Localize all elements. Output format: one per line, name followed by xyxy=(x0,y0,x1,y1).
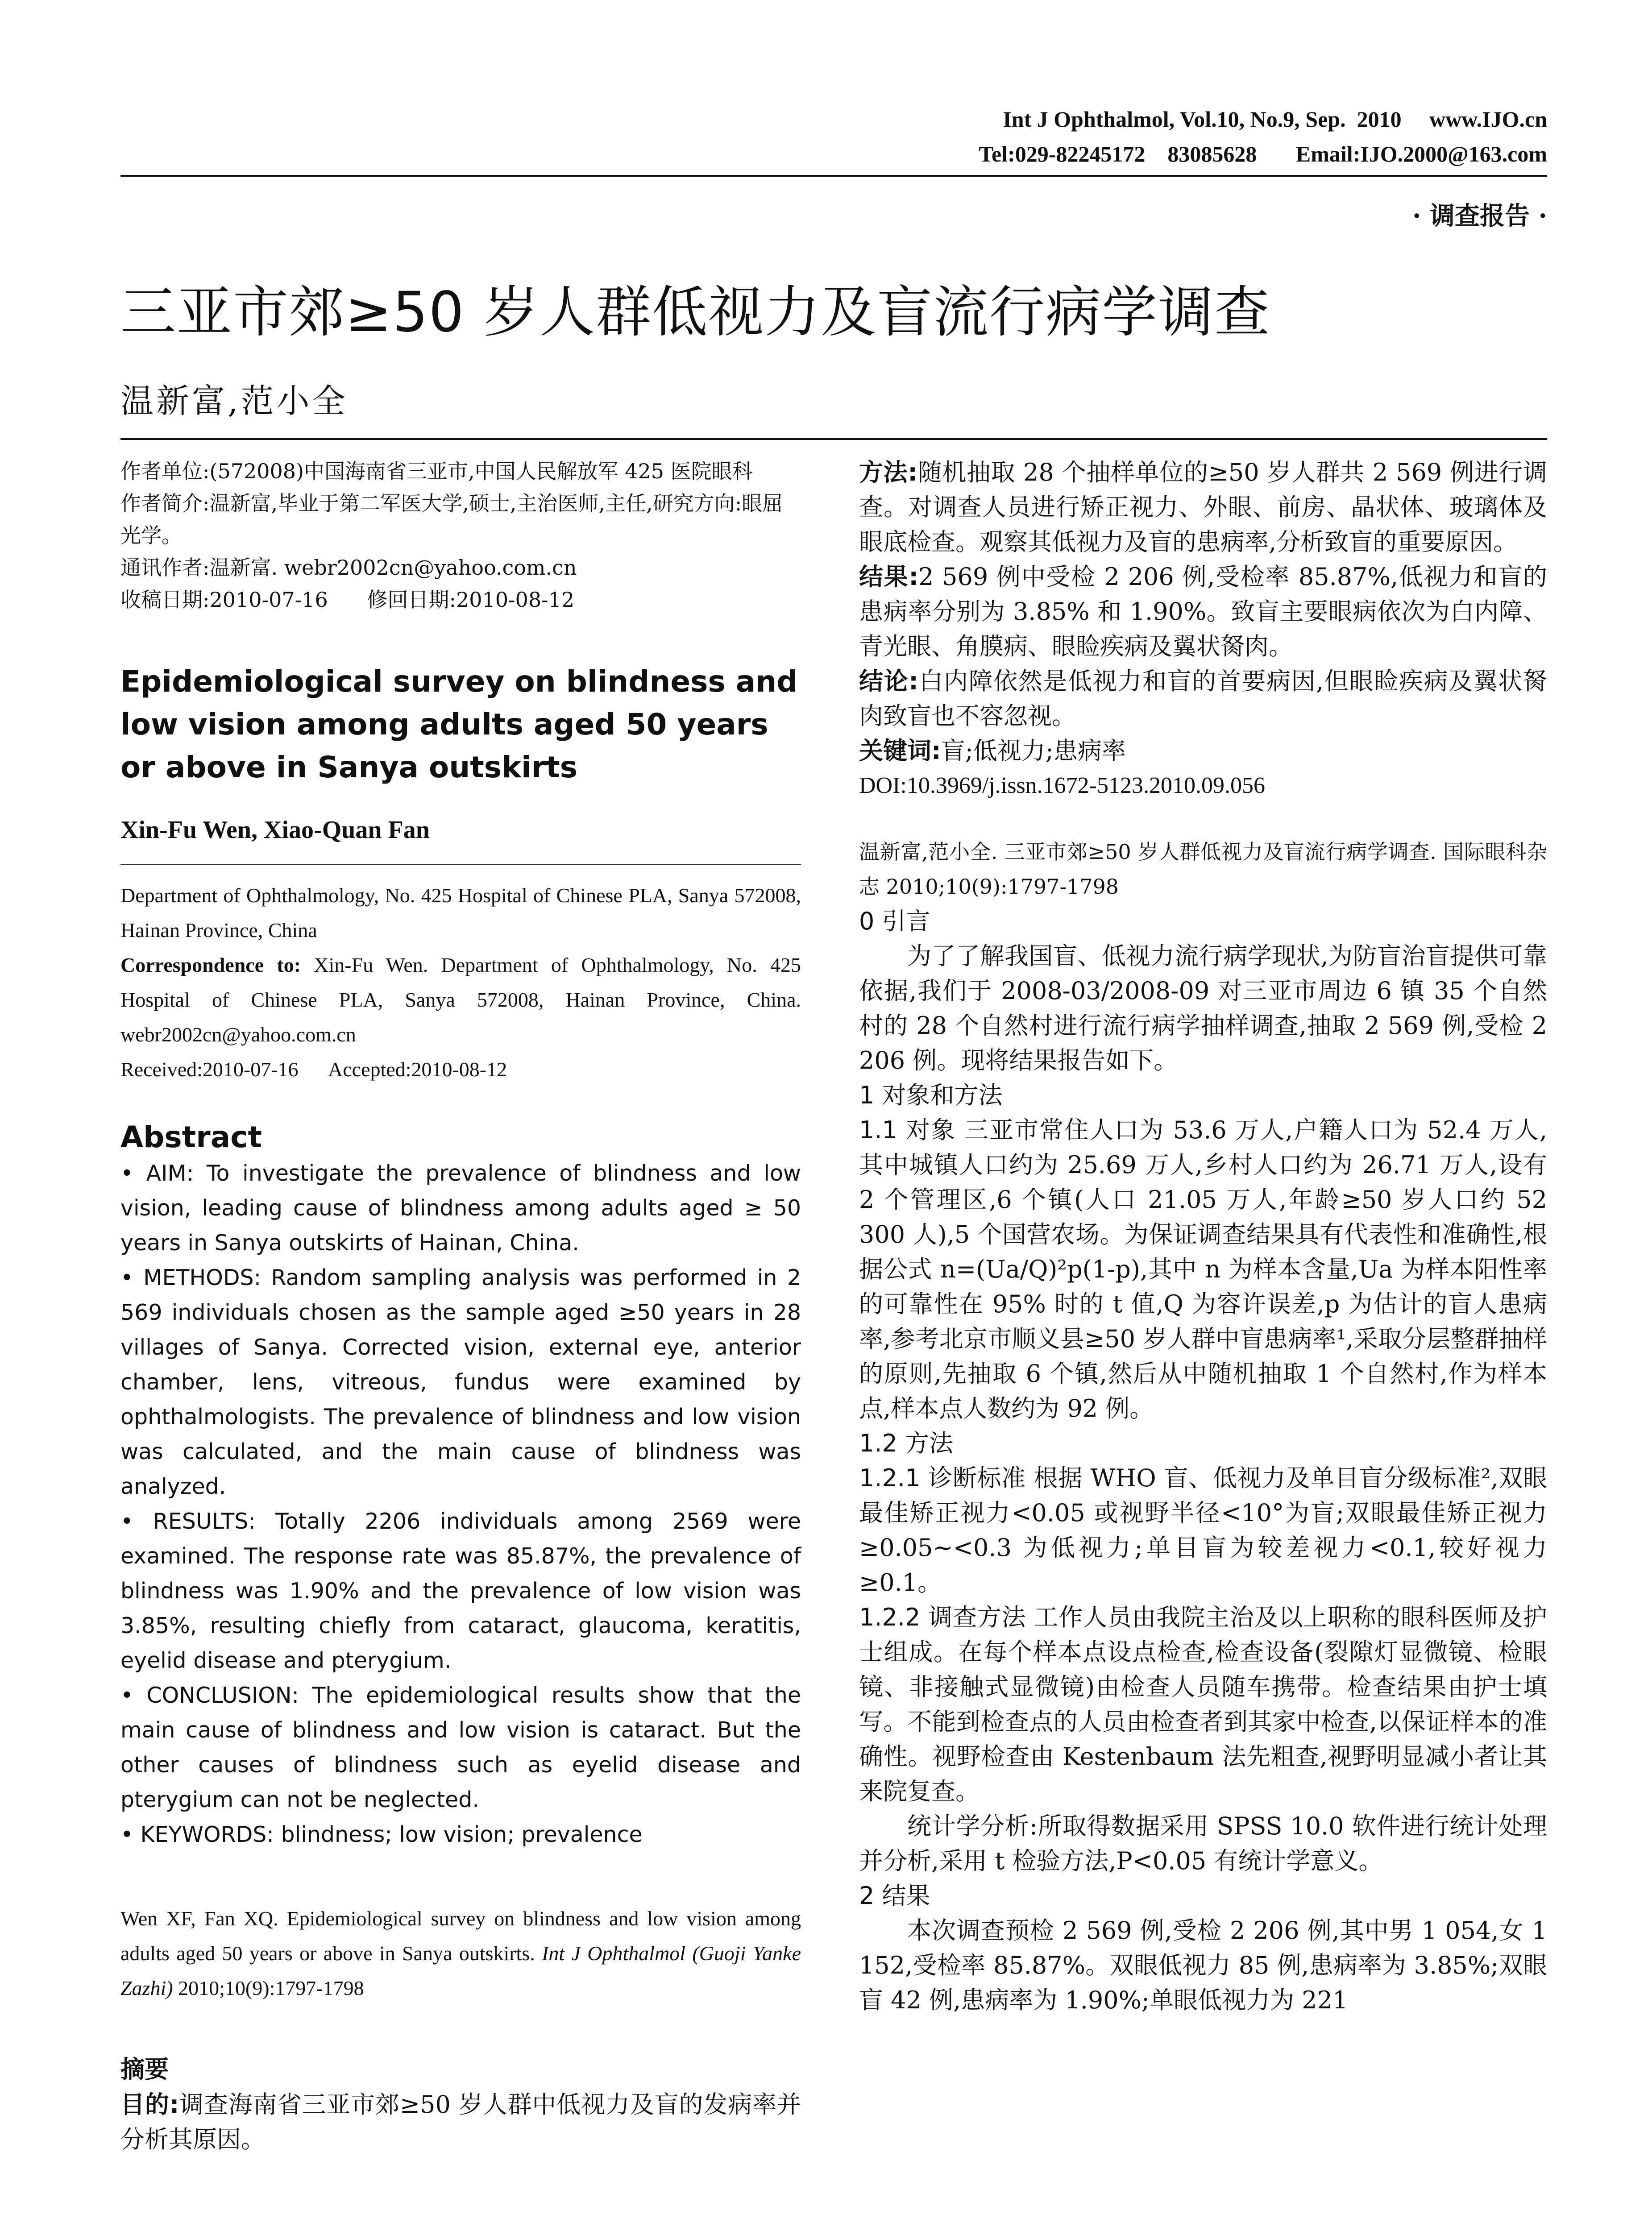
keywords-label: 关键词: xyxy=(859,737,941,765)
keywords-text: 盲;低视力;患病率 xyxy=(941,737,1126,765)
doi: DOI:10.3969/j.issn.1672-5123.2010.09.056 xyxy=(859,773,1265,798)
abstract-keywords: • KEYWORDS: blindness; low vision; prevalence xyxy=(120,1822,643,1847)
chinese-abstract-aim xyxy=(120,2087,801,2157)
title-rule xyxy=(120,438,1547,440)
section-0-heading: 0 引言 xyxy=(859,907,930,935)
english-title: Epidemiological survey on blindness and low vision among adults aged 50 years or above in Sanya outskirts xyxy=(120,664,798,784)
statistics-text: 统计学分析:所取得数据采用 SPSS 10.0 软件进行统计处理并分析,采用 t 检验方法,P<0.05 有统计学意义。 xyxy=(859,1812,1547,1875)
results-label: 结果: xyxy=(859,563,918,591)
chinese-abstract-rest xyxy=(859,455,1547,768)
author-info xyxy=(120,455,801,616)
conclusion-text: 白内障依然是低视力和盲的首要病因,但眼睑疾病及翼状胬肉致盲也不容忽视。 xyxy=(859,667,1547,730)
english-authors: Xin-Fu Wen, Xiao-Quan Fan xyxy=(120,816,430,844)
abstract-aim: • AIM: To investigate the prevalence of blindness and low vision, leading cause of blindness among adults aged ≥ 50 years in Sanya outskirts of Hainan, China. xyxy=(120,1161,801,1256)
department: Department of Ophthalmology, No. 425 Hospital of Chinese PLA, Sanya 572008, Hainan Province, China xyxy=(120,884,801,941)
results-text: 2 569 例中受检 2 206 例,受检率 85.87%,低视力和盲的患病率分别为 3.85% 和 1.90%。致盲主要眼病依次为白内障、青光眼、角膜病、眼睑疾病及翼状胬肉。 xyxy=(859,563,1547,660)
journal-header-line2: Tel:029-82245172 83085628 Email:IJO.2000@163.com xyxy=(979,141,1547,166)
correspondence-label: Correspondence to: xyxy=(120,954,301,976)
paper-title: 三亚市郊≥50 岁人群低视力及盲流行病学调查 xyxy=(120,280,1271,344)
author-affiliation: 作者单位:(572008)中国海南省三亚市,中国人民解放军 425 医院眼科 xyxy=(120,459,753,483)
abstract-conclusion: • CONCLUSION: The epidemiological results show that the main cause of blindness and low vision is cataract. But the other causes of blindness such as eyelid disease and pterygium can not be neglected. xyxy=(120,1683,801,1812)
abstract-heading: Abstract xyxy=(120,1120,262,1154)
section-1-2-1 xyxy=(859,1461,1547,1600)
abstract-results: • RESULTS: Totally 2206 individuals among 2569 were examined. The response rate was 85.87%, the prevalence of blindness was 1.90% and the prevalence of low vision was 3.85%, resulting chiefly from cataract, glaucoma, keratitis, eyelid disease and pterygium. xyxy=(120,1509,801,1673)
aim-text: 调查海南省三亚市郊≥50 岁人群中低视力及盲的发病率并分析其原因。 xyxy=(120,2090,801,2153)
citation-journal: Int J Ophthalmol (Guoji Yanke Zazhi) xyxy=(120,1942,801,1999)
corresponding-author: 通讯作者:温新富. webr2002cn@yahoo.com.cn xyxy=(120,556,577,580)
left-column xyxy=(120,455,801,2157)
english-citation xyxy=(120,1901,801,2006)
chinese-citation: 温新富,范小全. 三亚市郊≥50 岁人群低视力及盲流行病学调查. 国际眼科杂志 2010;10(9):1797-1798 xyxy=(859,840,1547,899)
aim-label: 目的: xyxy=(120,2090,179,2119)
section-1-2-1-label: 1.2.1 诊断标准 xyxy=(859,1464,1026,1492)
english-affiliation xyxy=(120,878,801,1087)
methods-text: 随机抽取 28 个抽样单位的≥50 岁人群共 2 569 例进行调查。对调查人员进行矫正视力、外眼、前房、晶状体、玻璃体及眼底检查。观察其低视力及盲的患病率,分析致盲的重要原因。 xyxy=(859,458,1547,556)
section-1-heading: 1 对象和方法 xyxy=(859,1081,1003,1109)
english-abstract xyxy=(120,1156,801,1852)
citation-authors-title: Wen XF, Fan XQ. Epidemiological survey on blindness and low vision among adults aged 50 years or above in Sanya outskirts. xyxy=(120,1907,801,1965)
affiliation-rule xyxy=(120,864,801,865)
section-0-text: 为了了解我国盲、低视力流行病学现状,为防盲治盲提供可靠依据,我们于 2008-03/2008-09 对三亚市周边 6 镇 35 个自然村的 28 个自然村进行流行病学抽样调查,抽取 2 569 例,受检 2 206 例。现将结果报告如下。 xyxy=(859,942,1547,1074)
header-rule xyxy=(120,175,1547,177)
methods-label: 方法: xyxy=(859,458,917,486)
conclusion-label: 结论: xyxy=(859,667,918,695)
section-1-2-2 xyxy=(859,1600,1547,1809)
section-1-2-heading: 1.2 方法 xyxy=(859,1429,954,1457)
right-column xyxy=(859,455,1547,2018)
correspondence-text: Xin-Fu Wen. Department of Ophthalmology, No. 425 Hospital of Chinese PLA, Sanya 572008, Hainan Province, China. webr2002cn@yahoo.com.cn xyxy=(120,954,801,1046)
abstract-methods: • METHODS: Random sampling analysis was performed in 2 569 individuals chosen as the sample aged ≥50 years in 28 villages of Sanya. Corrected vision, external eye, anterior chamber, lens, vitreous, fundus were examined by ophthalmologists. The prevalence of blindness and low vision was calculated, and the main cause of blindness was analyzed. xyxy=(120,1265,801,1499)
correspondence xyxy=(120,948,801,1052)
journal-header-line1: Int J Ophthalmol, Vol.10, No.9, Sep. 2010 www.IJO.cn xyxy=(1003,107,1547,132)
article-body xyxy=(859,904,1547,2018)
section-1-1-text: 三亚市常住人口为 53.6 万人,户籍人口为 52.4 万人,其中城镇人口约为 25.69 万人,乡村人口约为 26.71 万人,设有 2 个管理区,6 个镇(人口 21.05 万人,年龄≥50 岁人口约 52 300 人),5 个国营农场。为保证调查结果具有代表性和准确性,根据公式 n=(Ua/Q)²p(1-p),其中 n 为样本含量,Ua 为样本阳性率的可靠性在 95% 时的 t 值,Q 为容许误差,p 为估计的盲人患病率,参考北京市顺义县≥50 岁人群中盲患病率¹,采取分层整群抽样的原则,先抽取 6 个镇,然后从中随机抽取 1 个自然村,作为样本点,样本点人数约为 92 例。 xyxy=(859,1116,1548,1422)
paper-authors: 温新富,范小全 xyxy=(120,382,348,420)
section-1-1 xyxy=(859,1113,1547,1426)
received-dates: 收稿日期:2010-07-16 修回日期:2010-08-12 xyxy=(120,588,575,612)
section-2-text: 本次调查预检 2 569 例,受检 2 206 例,其中男 1 054,女 1 152,受检率 85.87%。双眼低视力 85 例,患病率为 3.85%;双眼盲 42 例,患病率为 1.90%;单眼低视力为 221 xyxy=(859,1916,1547,2014)
section-label: · 调查报告 · xyxy=(1412,201,1547,231)
english-dates: Received:2010-07-16 Accepted:2010-08-12 xyxy=(120,1058,507,1081)
section-2-heading: 2 结果 xyxy=(859,1882,930,1910)
chinese-abstract-heading: 摘要 xyxy=(120,2055,169,2083)
section-1-1-label: 1.1 对象 xyxy=(859,1116,956,1144)
section-1-2-2-label: 1.2.2 调查方法 xyxy=(859,1603,1026,1631)
section-1-2-2-text: 工作人员由我院主治及以上职称的眼科医师及护士组成。在每个样本点设点检查,检查设备(裂隙灯显微镜、检眼镜、非接触式显微镜)由检查人员随车携带。检查结果由护士填写。不能到检查点的人员由检查者到其家中检查,以保证样本的准确性。视野检查由 Kestenbaum 法先粗查,视野明显减小者让其来院复查。 xyxy=(859,1603,1547,1805)
section-1-2-1-text: 根据 WHO 盲、低视力及单目盲分级标准²,双眼最佳矫正视力<0.05 或视野半径<10°为盲;双眼最佳矫正视力≥0.05~<0.3 为低视力;单目盲为较差视力<0.1,较好视力≥0.1。 xyxy=(859,1464,1547,1597)
author-bio: 作者简介:温新富,毕业于第二军医大学,硕士,主治医师,主任,研究方向:眼屈光学。 xyxy=(120,491,783,547)
citation-volume: 2010;10(9):1797-1798 xyxy=(173,1977,364,1999)
